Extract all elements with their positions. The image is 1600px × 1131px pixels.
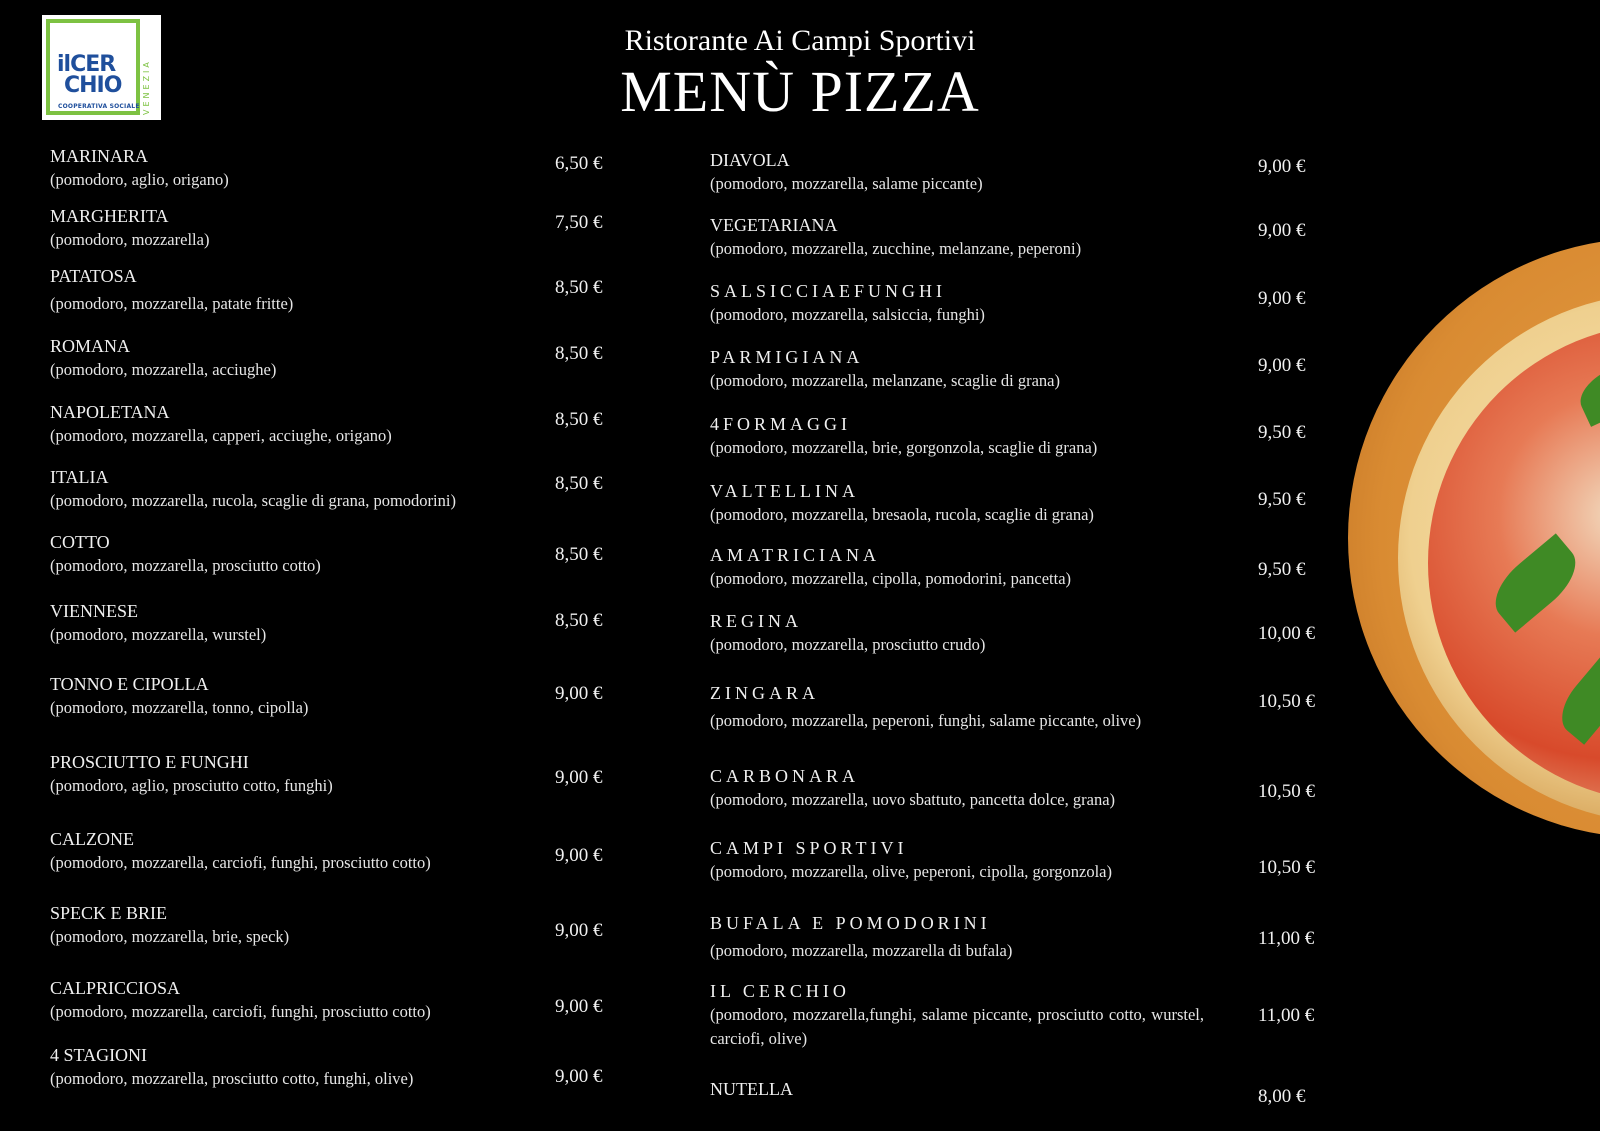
- pizza-name: BUFALA E POMODORINI: [710, 913, 991, 933]
- pizza-price: 10,50 €: [1258, 691, 1315, 712]
- pizza-price: 10,50 €: [1258, 781, 1315, 802]
- menu-item: [50, 827, 431, 875]
- pizza-ingredients: (pomodoro, mozzarella, olive, peperoni, cipolla, gorgonzola): [710, 862, 1112, 881]
- pizza-ingredients: (pomodoro, mozzarella, acciughe): [50, 360, 277, 379]
- menu-title: MENÙ PIZZA: [620, 59, 980, 124]
- menu-item: [710, 479, 1094, 527]
- pizza-name: NUTELLA: [710, 1079, 793, 1099]
- pizza-name: CALPRICCIOSA: [50, 978, 181, 998]
- pizza-name: MARGHERITA: [50, 206, 169, 226]
- pizza-ingredients: (pomodoro, mozzarella, tonno, cipolla): [50, 698, 309, 717]
- menu-item: [50, 400, 392, 448]
- pizza-name: CALZONE: [50, 829, 134, 849]
- pizza-name: VEGETARIANA: [710, 215, 838, 235]
- pizza-price: 10,50 €: [1258, 857, 1315, 878]
- pizza-ingredients: (pomodoro, mozzarella, salame piccante): [710, 174, 983, 193]
- pizza-name: DIAVOLA: [710, 150, 790, 170]
- pizza-price: 9,00 €: [555, 1066, 603, 1087]
- pizza-name: ZINGARA: [710, 683, 819, 703]
- menu-item: [710, 1077, 793, 1101]
- menu-item: [710, 764, 1115, 812]
- menu-item: [710, 279, 985, 327]
- pizza-ingredients: (pomodoro, mozzarella, patate fritte): [50, 294, 294, 313]
- pizza-ingredients: (pomodoro, mozzarella): [50, 230, 210, 249]
- pizza-ingredients: (pomodoro, mozzarella, prosciutto crudo): [710, 635, 986, 654]
- pizza-ingredients: (pomodoro, mozzarella, bresaola, rucola, scaglie di grana): [710, 505, 1094, 524]
- menu-item: [710, 213, 1081, 261]
- pizza-ingredients: (pomodoro, aglio, prosciutto cotto, funghi): [50, 776, 333, 795]
- pizza-price: 8,50 €: [555, 277, 603, 298]
- logo-frame: [46, 19, 140, 115]
- menu-item: [710, 681, 1141, 733]
- pizza-ingredients: (pomodoro, mozzarella, cipolla, pomodorini, pancetta): [710, 569, 1072, 588]
- pizza-ingredients: (pomodoro, mozzarella, zucchine, melanzane, peperoni): [710, 239, 1082, 258]
- pizza-name: AMATRICIANA: [710, 545, 880, 565]
- menu-item: [50, 599, 266, 647]
- pizza-name: REGINA: [710, 611, 802, 631]
- pizza-name: COTTO: [50, 532, 110, 552]
- pizza-ingredients: (pomodoro, mozzarella, capperi, acciughe, origano): [50, 426, 392, 445]
- pizza-ingredients: (pomodoro, mozzarella, carciofi, funghi, prosciutto cotto): [50, 853, 431, 872]
- pizza-price: 9,50 €: [1258, 489, 1306, 510]
- pizza-price: 8,00 €: [1258, 1086, 1306, 1107]
- menu-item: [710, 979, 1204, 1051]
- pizza-name: CAMPI SPORTIVI: [710, 838, 908, 858]
- pizza-price: 11,00 €: [1258, 928, 1315, 949]
- pizza-name: ITALIA: [50, 467, 109, 487]
- pizza-name: PROSCIUTTO E FUNGHI: [50, 752, 249, 772]
- menu-item: [50, 530, 321, 578]
- pizza-name: ROMANA: [50, 336, 131, 356]
- pizza-price: 9,00 €: [555, 920, 603, 941]
- menu-item: [50, 672, 308, 720]
- page-header: [600, 22, 1000, 124]
- pizza-price: 9,00 €: [555, 767, 603, 788]
- pizza-name: SPECK E BRIE: [50, 903, 168, 923]
- pizza-price: 8,50 €: [555, 409, 603, 430]
- menu-item: [710, 836, 1112, 884]
- pizza-name: VIENNESE: [50, 601, 138, 621]
- pizza-name: NAPOLETANA: [50, 402, 170, 422]
- menu-item: [710, 412, 1097, 460]
- pizza-name: 4 STAGIONI: [50, 1045, 148, 1065]
- menu-item: [50, 976, 431, 1024]
- pizza-price: 8,50 €: [555, 343, 603, 364]
- menu-item: [50, 334, 276, 382]
- pizza-ingredients: (pomodoro, mozzarella, brie, speck): [50, 927, 290, 946]
- pizza-name: VALTELLINA: [710, 481, 859, 501]
- pizza-price: 9,00 €: [1258, 156, 1306, 177]
- menu-item: [710, 148, 983, 196]
- pizza-ingredients: (pomodoro, mozzarella, peperoni, funghi, salame piccante, olive): [710, 711, 1142, 730]
- pizza-price: 9,00 €: [555, 996, 603, 1017]
- pizza-price: 8,50 €: [555, 544, 603, 565]
- pizza-ingredients: (pomodoro, mozzarella, wurstel): [50, 625, 267, 644]
- menu-item: [50, 465, 456, 513]
- pizza-price: 6,50 €: [555, 153, 603, 174]
- restaurant-name: Ristorante Ai Campi Sportivi: [624, 24, 976, 57]
- pizza-name: CARBONARA: [710, 766, 860, 786]
- pizza-price: 11,00 €: [1258, 1005, 1315, 1026]
- pizza-name: IL CERCHIO: [710, 981, 850, 1001]
- pizza-price: 9,00 €: [1258, 220, 1306, 241]
- pizza-ingredients: (pomodoro, aglio, origano): [50, 170, 229, 189]
- pizza-price: 9,50 €: [1258, 422, 1306, 443]
- pizza-price: 9,50 €: [1258, 559, 1306, 580]
- pizza-ingredients: (pomodoro, mozzarella, mozzarella di bufala): [710, 941, 1013, 960]
- pizza-ingredients: (pomodoro, mozzarella, carciofi, funghi, prosciutto cotto): [50, 1002, 431, 1021]
- cooperative-logo: [42, 15, 161, 120]
- pizza-price: 9,00 €: [1258, 355, 1306, 376]
- pizza-name: PARMIGIANA: [710, 347, 864, 367]
- pizza-price: 8,50 €: [555, 473, 603, 494]
- pizza-price: 9,00 €: [555, 845, 603, 866]
- menu-item: [50, 264, 293, 316]
- pizza-name: MARINARA: [50, 146, 149, 166]
- menu-item: [710, 543, 1071, 591]
- pizza-ingredients: (pomodoro, mozzarella, salsiccia, funghi): [710, 305, 985, 324]
- pizza-price: 9,00 €: [1258, 288, 1306, 309]
- pizza-name: TONNO E CIPOLLA: [50, 674, 209, 694]
- menu-item: [50, 204, 209, 252]
- logo-line2: CHIO: [64, 73, 122, 98]
- menu-item: [50, 144, 229, 192]
- logo-side-text: VENEZIA: [142, 59, 151, 115]
- pizza-name: PATATOSA: [50, 266, 137, 286]
- pizza-name: 4FORMAGGI: [710, 414, 852, 434]
- pizza-ingredients: (pomodoro, mozzarella, prosciutto cotto, funghi, olive): [50, 1069, 414, 1088]
- menu-item: [710, 911, 1012, 963]
- menu-item: [50, 901, 289, 949]
- pizza-price: 8,50 €: [555, 610, 603, 631]
- menu-item: [710, 609, 985, 657]
- pizza-ingredients: (pomodoro, mozzarella, prosciutto cotto): [50, 556, 321, 575]
- pizza-ingredients: (pomodoro, mozzarella, brie, gorgonzola, scaglie di grana): [710, 438, 1098, 457]
- logo-line1: ilCER: [57, 52, 116, 77]
- pizza-price: 10,00 €: [1258, 623, 1315, 644]
- pizza-price: 9,00 €: [555, 683, 603, 704]
- logo-subtitle: COOPERATIVA SOCIALE: [58, 103, 140, 110]
- pizza-ingredients: (pomodoro, mozzarella, uovo sbattuto, pancetta dolce, grana): [710, 790, 1116, 809]
- pizza-ingredients: (pomodoro, mozzarella,funghi, salame piccante, prosciutto cotto, wurstel, carciofi, olive): [710, 1005, 1204, 1048]
- pizza-ingredients: (pomodoro, mozzarella, rucola, scaglie di grana, pomodorini): [50, 491, 456, 510]
- pizza-price: 7,50 €: [555, 212, 603, 233]
- menu-item: [50, 1043, 413, 1091]
- pizza-name: SALSICCIAEFUNGHI: [710, 281, 947, 301]
- menu-item: [710, 345, 1060, 393]
- menu-item: [50, 750, 333, 798]
- pizza-ingredients: (pomodoro, mozzarella, melanzane, scaglie di grana): [710, 371, 1061, 390]
- pizza-photo: [1348, 238, 1600, 878]
